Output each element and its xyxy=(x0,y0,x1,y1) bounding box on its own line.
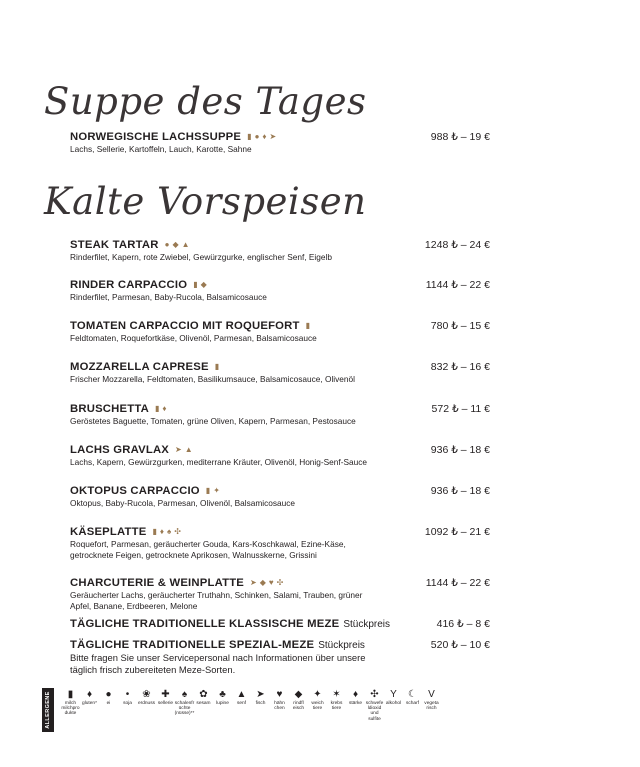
item-description-line: getrocknete Feigen, getrocknete Aprikosen, Walnusskerne, Grissini xyxy=(70,550,317,560)
celery-icon: ✚ xyxy=(161,689,170,700)
gluten-icon: ♦ xyxy=(86,689,93,700)
menu-item-rinder-carpaccio xyxy=(70,279,490,303)
allergen-legend-item xyxy=(289,688,308,722)
allergen-icons xyxy=(165,241,193,249)
soy-icon: • xyxy=(125,689,130,700)
item-description: Oktopus, Baby-Rucola, Parmesan, Olivenöl, Balsamicosauce xyxy=(70,498,296,508)
egg-icon: ● xyxy=(105,689,112,700)
item-price: 1092 ₺ – 21 € xyxy=(424,526,490,538)
allergen-label: erdnuss xyxy=(137,701,156,706)
item-name: CHARCUTERIE & WEINPLATTE xyxy=(70,577,245,589)
allergen-label: rindfl eisch xyxy=(292,701,305,712)
allergen-label: schalenfr üchte (nüsse)** xyxy=(174,701,195,717)
allergen-legend-item xyxy=(156,688,175,722)
menu-item-lachs-gravlax xyxy=(70,444,490,468)
soup-section-title: Suppe des Tages xyxy=(44,80,367,123)
allergen-label: sellerie xyxy=(157,701,174,706)
item-price: 572 ₺ – 11 € xyxy=(431,403,490,415)
allergen-label: fisch xyxy=(255,701,266,706)
item-description-line: Geräucherter Lachs, geräucherter Truthahn, Schinken, Salami, Trauben, grüner xyxy=(70,590,363,600)
menu-item-klassische-meze xyxy=(70,618,490,630)
item-name: NORWEGISCHE LACHSSUPPE xyxy=(70,131,242,143)
allergen-legend-item xyxy=(422,688,441,722)
allergen-icons xyxy=(250,579,286,587)
item-unit: Stückpreis xyxy=(318,639,365,651)
menu-item-spezial-meze xyxy=(70,639,490,675)
allergen-legend-item xyxy=(137,688,156,722)
beef-icon: ◆ xyxy=(200,280,207,289)
celery-icon: ● xyxy=(254,132,260,141)
item-description: Rinderfilet, Parmesan, Baby-Rucola, Balsamicosauce xyxy=(70,292,267,302)
allergen-icons xyxy=(215,363,222,371)
item-description: Frischer Mozzarella, Feldtomaten, Basilikumsauce, Balsamicosauce, Olivenöl xyxy=(70,374,355,384)
item-price: 832 ₺ – 16 € xyxy=(430,361,490,373)
fish-icon: ➤ xyxy=(256,689,265,700)
allergen-label: lupine xyxy=(216,701,229,706)
allergen-label: stärke xyxy=(348,701,363,706)
milk-icon: ▮ xyxy=(154,404,160,413)
beef-icon: ◆ xyxy=(294,689,303,700)
allergen-icons xyxy=(175,446,196,454)
menu-item-oktopus-carpaccio xyxy=(70,485,490,509)
allergen-label: alkohol xyxy=(385,701,402,706)
menu-item-bruschetta xyxy=(70,403,490,427)
allergen-label: scharf xyxy=(405,701,420,706)
mustard-icon: ▲ xyxy=(184,445,193,454)
starch-icon: ♦ xyxy=(262,132,267,141)
beef-icon: ◆ xyxy=(172,240,179,249)
sesame-icon: ✿ xyxy=(199,689,208,700)
vegetarian-icon: V xyxy=(428,689,435,700)
allergen-legend-item xyxy=(194,688,213,722)
item-description: Geröstetes Baguette, Tomaten, grüne Oliven, Kapern, Parmesan, Pestosauce xyxy=(70,416,356,426)
allergen-icons xyxy=(155,405,170,413)
mollusc-icon: ✦ xyxy=(313,689,322,700)
allergen-legend-item xyxy=(270,688,289,722)
alcohol-icon: Y xyxy=(390,689,397,700)
peanut-icon: ❀ xyxy=(142,689,151,700)
allergen-legend-item xyxy=(403,688,422,722)
item-price: 520 ₺ – 10 € xyxy=(430,639,490,651)
menu-item-mozzarella-caprese xyxy=(70,361,490,385)
allergen-label: soja xyxy=(123,701,132,706)
item-name: BRUSCHETTA xyxy=(70,403,149,415)
allergen-legend-item xyxy=(118,688,137,722)
menu-item-soup xyxy=(70,131,490,155)
allergen-label: senf xyxy=(236,701,247,706)
chicken-icon: ♥ xyxy=(268,578,274,587)
item-description: Feldtomaten, Roquefortkäse, Olivenöl, Parmesan, Balsamicosauce xyxy=(70,333,317,343)
item-description: Rinderfilet, Kapern, rote Zwiebel, Gewürzgurke, englischer Senf, Eigelb xyxy=(70,252,332,262)
allergen-label: schwefe ldioxid und sulfite xyxy=(365,701,384,722)
menu-item-kaeseplatte xyxy=(70,526,490,561)
allergen-legend-item xyxy=(384,688,403,722)
allergen-icons xyxy=(306,322,313,330)
item-price: 416 ₺ – 8 € xyxy=(436,618,490,630)
allergen-legend-items xyxy=(61,688,441,722)
milk-icon: ▮ xyxy=(305,321,311,330)
item-name: LACHS GRAVLAX xyxy=(70,444,170,456)
nuts-icon: ♠ xyxy=(166,527,172,536)
cold-starters-section-title: Kalte Vorspeisen xyxy=(44,180,367,223)
nuts-icon: ♠ xyxy=(181,689,188,700)
allergen-legend-item xyxy=(365,688,384,722)
allergen-label: hähn chen xyxy=(274,701,285,712)
milk-icon: ▮ xyxy=(152,527,157,536)
item-price: 1144 ₺ – 22 € xyxy=(425,577,490,589)
item-price: 1144 ₺ – 22 € xyxy=(425,279,490,291)
item-price: 936 ₺ – 18 € xyxy=(430,485,490,497)
milk-icon: ▮ xyxy=(193,280,198,289)
allergen-legend-item xyxy=(80,688,99,722)
item-price: 1248 ₺ – 24 € xyxy=(424,239,490,251)
allergen-legend-item xyxy=(213,688,232,722)
allergen-label: ei xyxy=(106,701,111,706)
allergen-icons xyxy=(152,528,183,536)
item-name: RINDER CARPACCIO xyxy=(70,279,188,291)
milk-icon: ▮ xyxy=(205,486,211,495)
item-name: TOMATEN CARPACCIO MIT ROQUEFORT xyxy=(70,320,300,332)
fish-icon: ➤ xyxy=(250,578,257,587)
item-name: TÄGLICHE TRADITIONELLE SPEZIAL-MEZE xyxy=(70,639,315,651)
mustard-icon: ▲ xyxy=(236,689,247,700)
item-unit: Stückpreis xyxy=(343,618,391,630)
starch-icon: ♦ xyxy=(352,689,359,700)
menu-item-charcuterie xyxy=(70,577,490,612)
allergen-legend-item xyxy=(327,688,346,722)
milk-icon: ▮ xyxy=(67,689,74,700)
milk-icon: ▮ xyxy=(247,132,252,141)
item-name: KÄSEPLATTE xyxy=(70,526,147,538)
allergen-label: vegeta risch xyxy=(424,701,439,712)
menu-item-tomaten-carpaccio xyxy=(70,320,490,344)
mollusc-icon: ✦ xyxy=(213,486,220,495)
item-name: TÄGLICHE TRADITIONELLE KLASSISCHE MEZE xyxy=(70,618,340,630)
allergen-icons xyxy=(247,133,279,141)
fish-icon: ➤ xyxy=(175,445,182,454)
allergen-icons xyxy=(193,281,210,289)
allergen-legend-item xyxy=(61,688,80,722)
allergen-icons xyxy=(206,487,223,495)
lupine-icon: ♣ xyxy=(219,689,226,700)
allergen-legend-title: ALLERGENE xyxy=(42,688,54,732)
item-name: OKTOPUS CARPACCIO xyxy=(70,485,200,497)
spicy-icon: ☾ xyxy=(408,689,417,700)
egg-icon: ● xyxy=(164,240,170,249)
crustacean-icon: ✶ xyxy=(332,689,341,700)
item-description: Lachs, Kapern, Gewürzgurken, mediterrane Kräuter, Olivenöl, Honig-Senf-Sauce xyxy=(70,457,367,467)
fish-icon: ➤ xyxy=(269,132,277,141)
allergen-legend-item xyxy=(232,688,251,722)
item-price: 780 ₺ – 15 € xyxy=(430,320,490,332)
allergen-label: sesam xyxy=(196,701,211,706)
item-description-line: Roquefort, Parmesan, geräucherter Gouda, Kars-Koschkawal, Ezine-Käse, xyxy=(70,539,346,549)
allergen-label: krebs tiere xyxy=(330,701,343,712)
allergen-legend xyxy=(42,688,441,732)
allergen-label: weich tiere xyxy=(311,701,324,712)
allergen-legend-item xyxy=(308,688,327,722)
milk-icon: ▮ xyxy=(214,362,220,371)
allergen-legend-item xyxy=(251,688,270,722)
allergen-legend-item xyxy=(175,688,194,722)
allergen-label: gluten* xyxy=(82,701,97,706)
sulfite-icon: ✣ xyxy=(174,527,181,536)
menu-item-steak-tartar xyxy=(70,239,490,263)
item-name: MOZZARELLA CAPRESE xyxy=(70,361,209,373)
gluten-icon: ♦ xyxy=(162,404,167,413)
item-description-line: täglich frisch zubereiteten Meze-Sorten. xyxy=(70,663,236,675)
allergen-legend-item xyxy=(346,688,365,722)
item-price: 936 ₺ – 18 € xyxy=(430,444,490,456)
gluten-icon: ♦ xyxy=(159,527,164,536)
chicken-icon: ♥ xyxy=(276,689,283,700)
item-description-line: Apfel, Banane, Erdbeeren, Melone xyxy=(70,601,198,611)
allergen-legend-item xyxy=(99,688,118,722)
item-description: Lachs, Sellerie, Kartoffeln, Lauch, Karotte, Sahne xyxy=(70,144,252,154)
beef-icon: ◆ xyxy=(259,578,266,587)
item-price: 988 ₺ – 19 € xyxy=(430,131,490,143)
sulfite-icon: ✣ xyxy=(370,689,379,700)
item-name: STEAK TARTAR xyxy=(70,239,159,251)
item-description-line: Bitte fragen Sie unser Servicepersonal nach Informationen über unsere xyxy=(70,652,366,663)
allergen-label: milch milchpro dukte xyxy=(61,701,80,717)
sulfite-icon: ✣ xyxy=(276,578,284,587)
mustard-icon: ▲ xyxy=(181,240,190,249)
